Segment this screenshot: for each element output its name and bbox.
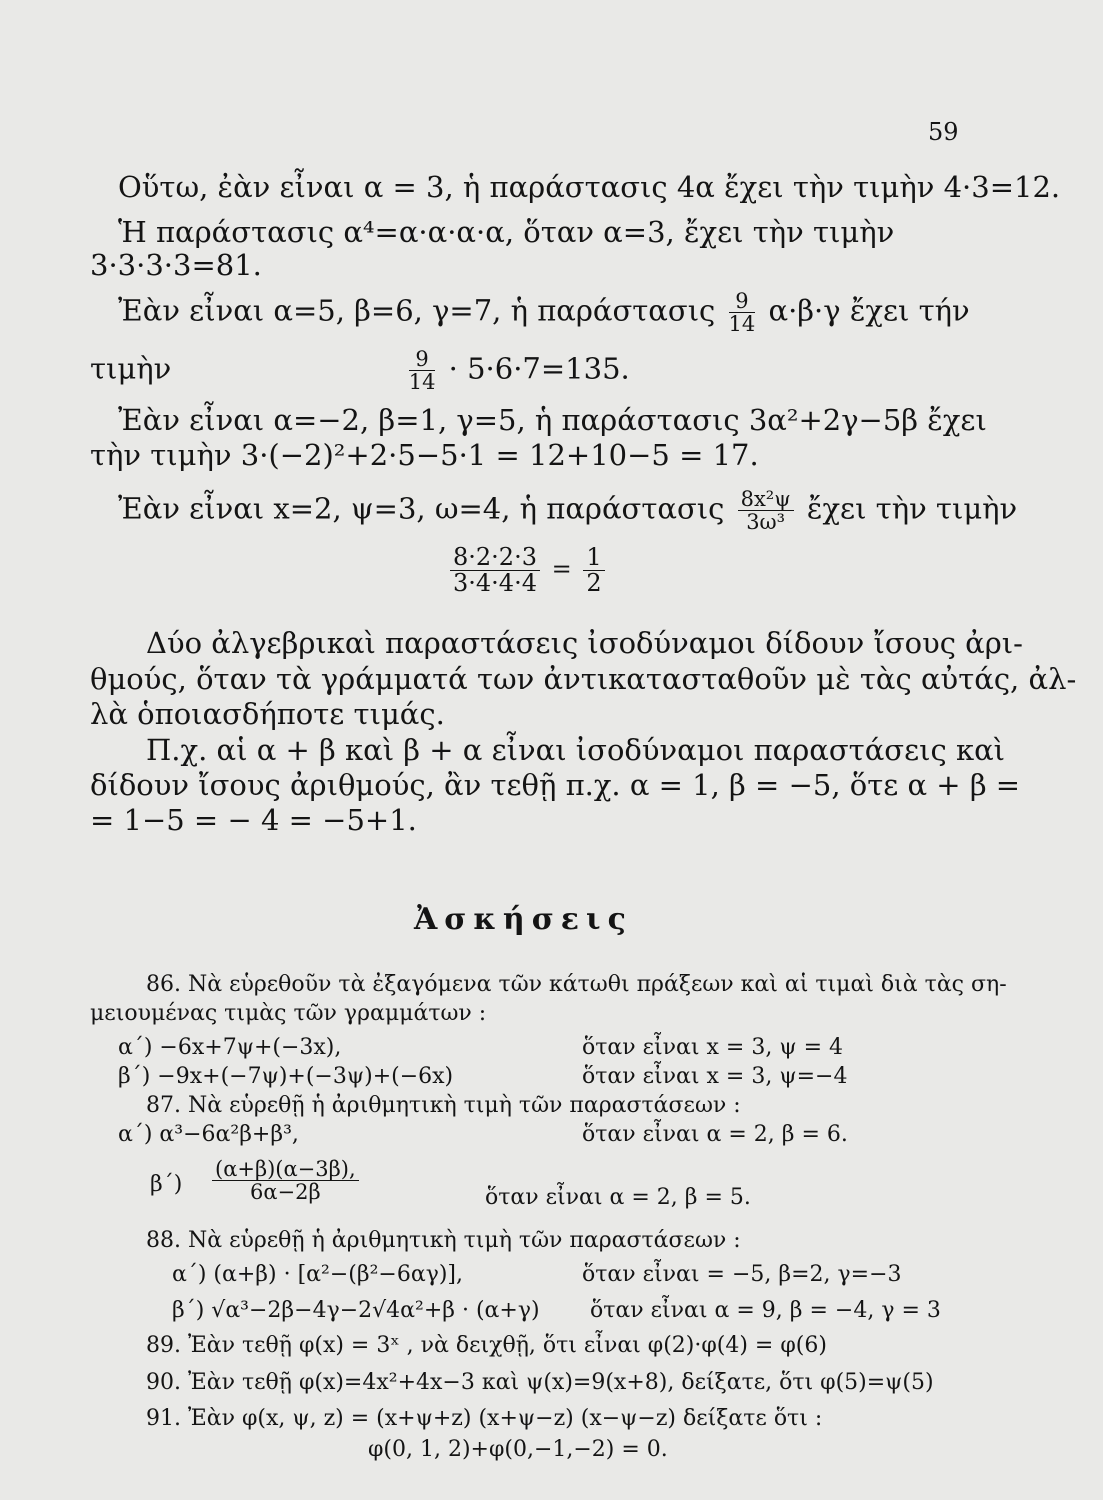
exercise-condition: ὅταν εἶναι = −5, β=2, γ=−3 <box>582 1262 902 1287</box>
text-line: Ἡ παράστασις α⁴=α·α·α·α, ὅταν α=3, ἔχει τὴν τιμὴν <box>118 215 895 249</box>
text-line: 3·3·3·3=81. <box>90 248 262 282</box>
exercise-condition: ὅταν εἶναι x = 3, ψ=−4 <box>582 1064 848 1089</box>
page-number: 59 <box>928 118 959 146</box>
text-line: δίδουν ἴσους ἀριθμούς, ἂν τεθῇ π.χ. α = 1, β = −5, ὅτε α + β = <box>90 768 1021 802</box>
text-segment: τιμὴν <box>90 351 172 386</box>
text-line: Δύο ἀλγεβρικαὶ παραστάσεις ἰσοδύναμοι δίδουν ἴσους ἀρι- <box>146 626 1023 660</box>
fraction <box>450 545 540 596</box>
exercise-condition: ὅταν εἶναι α = 9, β = −4, γ = 3 <box>590 1298 941 1323</box>
text-segment: · 5·6·7=135. <box>448 351 630 386</box>
fraction <box>212 1158 359 1203</box>
exercise-line: 88. Νὰ εὑρεθῇ ἡ ἀριθμητικὴ τιμὴ τῶν παραστάσεων : <box>146 1228 741 1253</box>
text-line: τὴν τιμὴν 3·(−2)²+2·5−5·1 = 12+10−5 = 17. <box>90 438 759 472</box>
text-line: = 1−5 = − 4 = −5+1. <box>90 803 417 837</box>
text-segment: Ἐὰν εἶναι α=5, β=6, γ=7, ἡ παράστασις <box>118 293 716 328</box>
exercise-line: 86. Νὰ εὑρεθοῦν τὰ ἐξαγόμενα τῶν κάτωθι πράξεων καὶ αἱ τιμαὶ διὰ τὰς ση- <box>146 972 1007 997</box>
text-line: Οὕτω, ἐὰν εἶναι α = 3, ἡ παράστασις 4α ἔχει τὴν τιμὴν 4·3=12. <box>118 170 1061 204</box>
fraction-denominator: 3·4·4·4 <box>453 569 537 598</box>
fraction <box>409 348 436 393</box>
fraction <box>583 545 604 596</box>
exercise-line: α΄) −6x+7ψ+(−3x), <box>118 1035 342 1060</box>
fraction <box>729 290 756 335</box>
fraction-denominator: 6α−2β <box>250 1180 321 1205</box>
fraction-numerator: 9 <box>729 290 756 313</box>
exercise-condition: ὅταν εἶναι x = 3, ψ = 4 <box>582 1035 843 1060</box>
fraction <box>738 488 794 533</box>
fraction-denominator: 14 <box>408 370 436 395</box>
exercise-line: β΄) <box>150 1172 183 1197</box>
exercise-line: β΄) −9x+(−7ψ)+(−3ψ)+(−6x) <box>118 1064 454 1089</box>
fraction-numerator: 1 <box>583 545 604 571</box>
equation-line <box>446 545 609 596</box>
fraction-denominator: 2 <box>586 569 602 598</box>
fraction-numerator: 8·2·2·3 <box>450 545 540 571</box>
exercise-line: μειουμένας τιμὰς τῶν γραμμάτων : <box>90 1001 487 1026</box>
exercise-condition: ὅταν εἶναι α = 2, β = 6. <box>582 1122 848 1147</box>
fraction-numerator: 9 <box>409 348 436 371</box>
text-line: Ἐὰν εἶναι α=−2, β=1, γ=5, ἡ παράστασις 3α²+2γ−5β ἔχει <box>118 403 987 437</box>
section-heading: Ἀσκήσεις <box>414 902 633 937</box>
exercise-line: 87. Νὰ εὑρεθῇ ἡ ἀριθμητικὴ τιμὴ τῶν παραστάσεων : <box>146 1093 741 1118</box>
fraction-numerator: 8x²ψ <box>738 488 794 511</box>
exercise-line: 91. Ἐὰν φ(x, ψ, z) = (x+ψ+z) (x+ψ−z) (x−ψ−z) δείξατε ὅτι : <box>146 1406 823 1431</box>
text-line <box>118 290 970 335</box>
text-line: Π.χ. αἱ α + β καὶ β + α εἶναι ἰσοδύναμοι παραστάσεις καὶ <box>146 733 1006 767</box>
text-segment: Ἐὰν εἶναι x=2, ψ=3, ω=4, ἡ παράστασις <box>118 491 725 526</box>
fraction-numerator: (α+β)(α−3β), <box>212 1158 359 1181</box>
text-line <box>118 488 1017 533</box>
exercise-line: α΄) α³−6α²β+β³, <box>118 1122 299 1147</box>
exercise-line: β΄) √α³−2β−4γ−2√4α²+β · (α+γ) <box>172 1298 540 1323</box>
fraction-denominator: 14 <box>728 312 756 337</box>
exercise-fraction <box>208 1158 363 1203</box>
text-line <box>90 348 630 393</box>
exercise-line: α΄) (α+β) · [α²−(β²−6αγ)], <box>172 1262 463 1287</box>
exercise-line: 90. Ἐὰν τεθῇ φ(x)=4x²+4x−3 καὶ ψ(x)=9(x+8), δείξατε, ὅτι φ(5)=ψ(5) <box>146 1370 934 1395</box>
equals-sign: = <box>551 555 572 584</box>
text-line: θμούς, ὅταν τὰ γράμματά των ἀντικατασταθοῦν μὲ τὰς αὐτάς, ἀλ- <box>90 662 1077 696</box>
text-segment: α·β·γ ἔχει τήν <box>768 293 970 328</box>
exercise-condition: ὅταν εἶναι α = 2, β = 5. <box>485 1185 751 1210</box>
fraction-denominator: 3ω³ <box>746 510 786 535</box>
text-line: λὰ ὁποιασδήποτε τιμάς. <box>90 697 445 731</box>
exercise-line: 89. Ἐὰν τεθῇ φ(x) = 3ˣ , νὰ δειχθῇ, ὅτι εἶναι φ(2)·φ(4) = φ(6) <box>146 1333 827 1358</box>
exercise-line: φ(0, 1, 2)+φ(0,−1,−2) = 0. <box>368 1437 668 1462</box>
text-segment: ἔχει τὴν τιμὴν <box>806 491 1018 526</box>
